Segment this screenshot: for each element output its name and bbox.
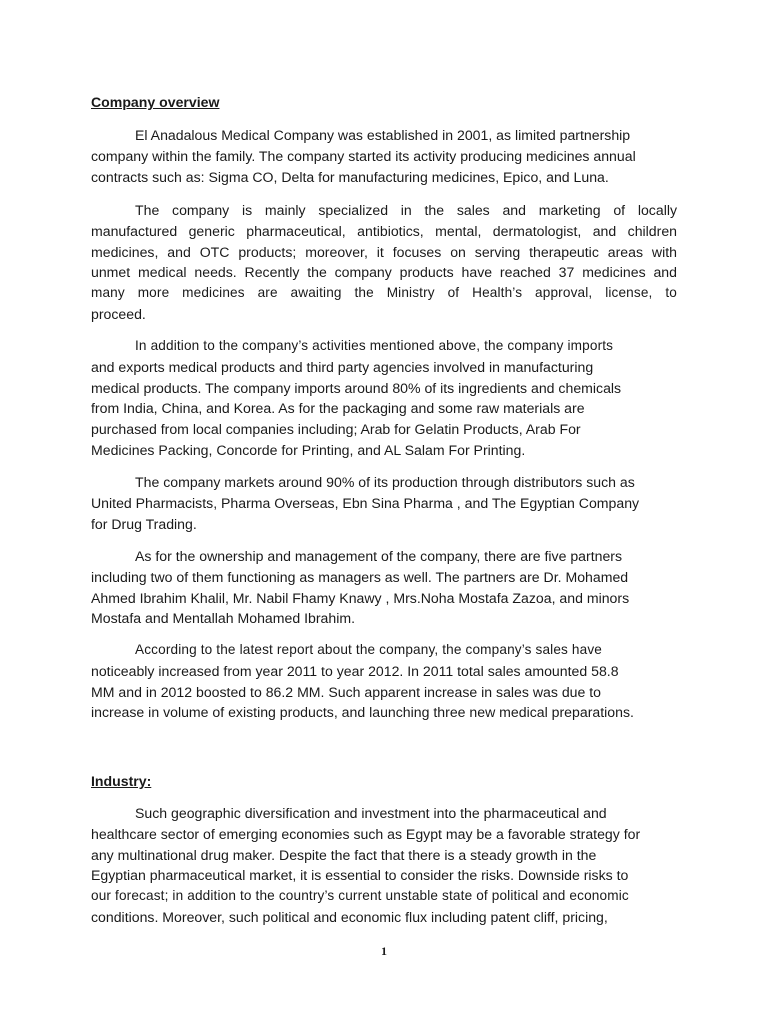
overview-paragraph-2 xyxy=(91,200,677,325)
overview-paragraph-3 xyxy=(91,336,677,461)
text-line: noticeably increased from year 2011 to year 2012. In 2011 total sales amounted 58.8 xyxy=(91,662,619,679)
text-line: from India, China, and Korea. As for the packaging and some raw materials are xyxy=(91,400,585,417)
text-line: contracts such as: Sigma CO, Delta for manufacturing medicines, Epico, and Luna. xyxy=(91,168,609,185)
company-overview-heading: Company overview xyxy=(91,94,220,110)
text-line: including two of them functioning as managers as well. The partners are Dr. Mohamed xyxy=(91,568,629,585)
overview-paragraph-6 xyxy=(91,640,677,723)
industry-heading: Industry: xyxy=(91,773,152,789)
text-line: The company is mainly specialized in the sales and marketing of locally xyxy=(135,202,677,218)
text-line: unmet medical needs. Recently the company products have reached 37 medicines and xyxy=(91,264,677,281)
overview-paragraph-4 xyxy=(91,472,677,534)
text-line: proceed. xyxy=(91,305,146,322)
text-line: purchased from local companies including; Arab for Gelatin Products, Arab For xyxy=(91,421,581,438)
text-line: company within the family. The company started its activity producing medicines annual xyxy=(91,147,636,164)
text-line: Ahmed Ibrahim Khalil, Mr. Nabil Fhamy Knawy , Mrs.Noha Mostafa Zazoa, and minors xyxy=(91,589,630,606)
text-line: As for the ownership and management of the company, there are five partners xyxy=(135,548,623,564)
text-line: medical products. The company imports around 80% of its ingredients and chemicals xyxy=(91,379,622,396)
industry-paragraph-1 xyxy=(91,803,677,928)
text-line: United Pharmacists, Pharma Overseas, Ebn Sina Pharma , and The Egyptian Company xyxy=(91,494,640,511)
text-line: Medicines Packing, Concorde for Printing, and AL Salam For Printing. xyxy=(91,441,526,458)
text-line: healthcare sector of emerging economies such as Egypt may be a favorable strategy for xyxy=(91,825,641,842)
text-line: In addition to the company’s activities mentioned above, the company imports xyxy=(135,338,614,353)
text-line: many more medicines are awaiting the Ministry of Health’s approval, license, to xyxy=(91,285,677,301)
text-line: Such geographic diversification and investment into the pharmaceutical and xyxy=(135,805,607,821)
text-line: increase in volume of existing products, and launching three new medical preparations. xyxy=(91,704,634,721)
text-line: According to the latest report about the company, the company’s sales have xyxy=(135,642,603,657)
overview-paragraph-5 xyxy=(91,546,677,629)
text-line: for Drug Trading. xyxy=(91,515,197,532)
text-line: conditions. Moreover, such political and economic flux including patent cliff, pricing, xyxy=(91,908,608,925)
text-line: El Anadalous Medical Company was established in 2001, as limited partnership xyxy=(135,127,631,143)
text-line: any multinational drug maker. Despite the fact that there is a steady growth in the xyxy=(91,846,597,863)
text-line: Mostafa and Mentallah Mohamed Ibrahim. xyxy=(91,610,356,627)
text-line: our forecast; in addition to the country’s current unstable state of political and economic xyxy=(91,888,629,904)
page-number: 1 xyxy=(381,944,387,958)
text-line: Egyptian pharmaceutical market, it is essential to consider the risks. Downside risks to xyxy=(91,867,629,884)
text-line: The company markets around 90% of its production through distributors such as xyxy=(135,474,635,490)
text-line: MM and in 2012 boosted to 86.2 MM. Such apparent increase in sales was due to xyxy=(91,683,602,700)
overview-paragraph-1 xyxy=(91,125,677,187)
text-line: manufactured generic pharmaceutical, antibiotics, mental, dermatologist, and children xyxy=(91,222,677,239)
text-line: medicines, and OTC products; moreover, it focuses on serving therapeutic areas with xyxy=(91,243,677,260)
text-line: and exports medical products and third party agencies involved in manufacturing xyxy=(91,358,594,375)
